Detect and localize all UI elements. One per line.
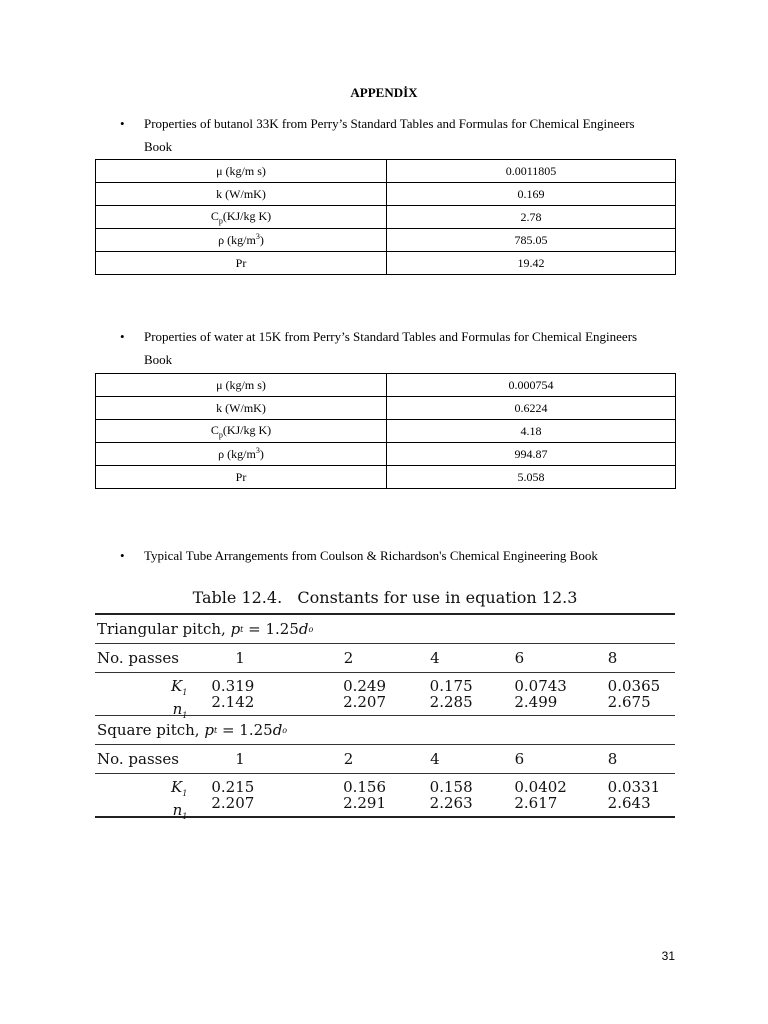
water-bullet-line2: Book [144, 352, 173, 367]
property-value: 5.058 [387, 466, 676, 489]
property-value: 19.42 [387, 252, 676, 275]
property-label: ρ $(kg/m^3)$ [96, 443, 387, 466]
table-row [96, 466, 676, 489]
coefficient-labels: $K_1$ $n_1$ [171, 778, 188, 821]
butanol-bullet [120, 112, 680, 158]
property-label: $C_p(KJ/kg$ K) [96, 420, 387, 443]
property-label: μ (kg/m s) [96, 160, 387, 183]
property-value: 0.6224 [387, 397, 676, 420]
bullet-icon: • [120, 329, 125, 344]
square-pitch-heading: Square pitch, p t = 1.25 d o [97, 721, 288, 739]
table-row [96, 397, 676, 420]
tube-constants-table [95, 585, 675, 821]
butanol-bullet-line1: Properties of butanol 33K from Perry’s Standard Tables and Formulas for Chemical Engineers [144, 116, 635, 131]
property-value: 4.18 [387, 420, 676, 443]
property-label: k (W/mK) [96, 183, 387, 206]
property-label: Pr [96, 466, 387, 489]
passes-label: No. passes [97, 750, 179, 768]
bullet-icon: • [120, 548, 125, 563]
property-value: 785.05 [387, 229, 676, 252]
table-caption: Table 12.4. Constants for use in equation 12.3 [192, 588, 578, 607]
butanol-bullet-line2: Book [144, 139, 173, 154]
table-row: $K_1$ $n_1$ 0.319 2.142 0.249 2.207 0.175 2.285 0.0743 2.499 0.0365 2.675 [95, 673, 675, 715]
property-value: 0.169 [387, 183, 676, 206]
butanol-properties-table [95, 159, 676, 275]
triangular-pitch-heading: Triangular pitch, p t = 1.25 d o [97, 620, 314, 638]
table-row [96, 443, 676, 466]
property-label: ρ $(kg/m^3)$ [96, 229, 387, 252]
table-row [96, 229, 676, 252]
property-label: k (W/mK) [96, 397, 387, 420]
appendix-title: APPENDİX [350, 85, 418, 100]
table-row [96, 252, 676, 275]
page-number: 31 [661, 949, 675, 963]
tube-bullet-text: Typical Tube Arrangements from Coulson & Richardson's Chemical Engineering Book [144, 548, 598, 563]
bullet-icon: • [120, 116, 125, 131]
property-value: 2.78 [387, 206, 676, 229]
property-value: 0.000754 [387, 374, 676, 397]
property-value: 0.0011805 [387, 160, 676, 183]
table-row [96, 160, 676, 183]
coefficient-labels: $K_1$ $n_1$ [171, 677, 188, 720]
property-label: Pr [96, 252, 387, 275]
passes-label: No. passes [97, 649, 179, 667]
table-row: No. passes 1 2 4 6 8 [97, 750, 618, 768]
property-label: μ (kg/m s) [96, 374, 387, 397]
property-label: $C_p(KJ/kg$ K) [96, 206, 387, 229]
water-properties-table [95, 373, 676, 489]
table-row [96, 206, 676, 229]
property-value: 994.87 [387, 443, 676, 466]
water-bullet [120, 325, 680, 371]
table-row [96, 183, 676, 206]
table-row: $K_1$ $n_1$ 0.215 2.207 0.156 2.291 0.158 2.263 0.0402 2.617 0.0331 2.643 [95, 774, 675, 816]
table-row [96, 374, 676, 397]
tube-bullet [120, 544, 680, 567]
table-row: No. passes 1 2 4 6 8 [97, 649, 618, 667]
water-bullet-line1: Properties of water at 15K from Perry’s Standard Tables and Formulas for Chemical Engineers [144, 329, 638, 344]
table-row [96, 420, 676, 443]
